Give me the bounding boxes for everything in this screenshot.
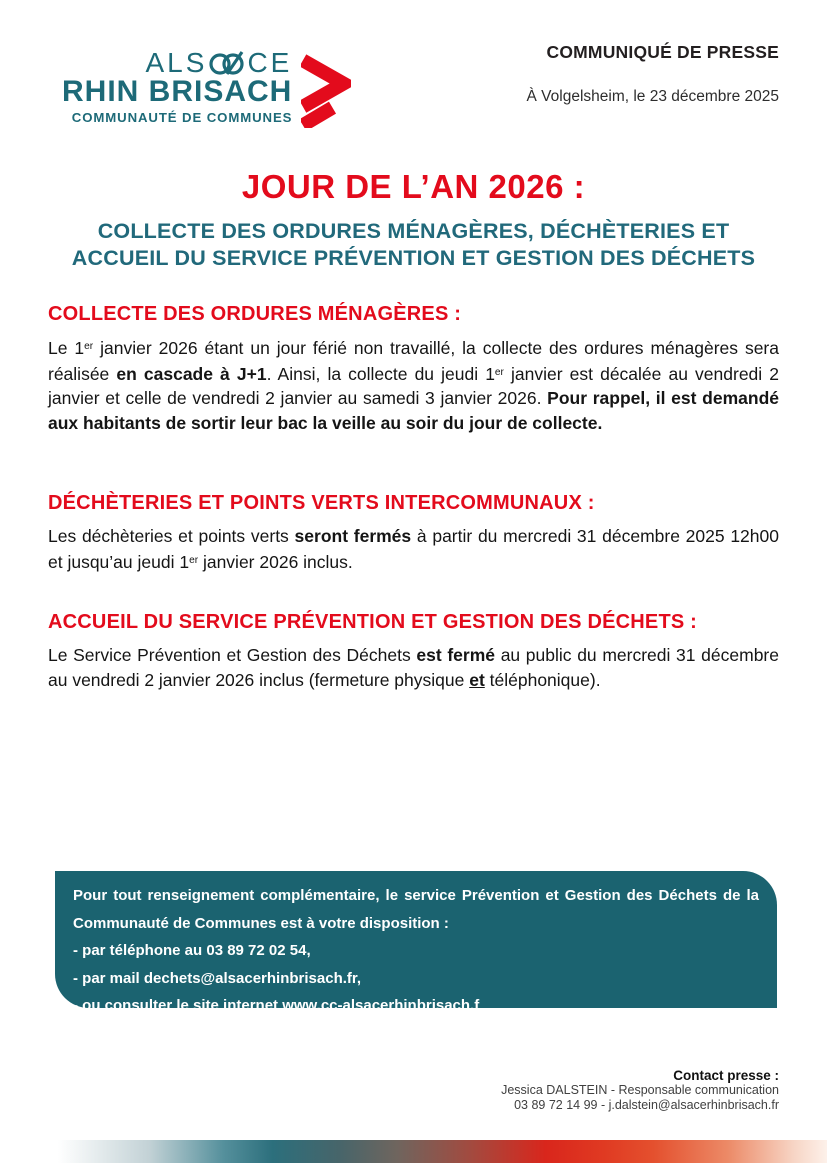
section-paragraph: Le Service Prévention et Gestion des Déchets est fermé au public du mercredi 31 décembre au vendredi 2 janvier 2026 inclus (fermeture physique et téléphonique). bbox=[48, 645, 779, 690]
section-collecte-ordures bbox=[48, 303, 779, 435]
section-accueil-service bbox=[48, 611, 779, 692]
page-subtitle bbox=[30, 218, 797, 272]
info-box-items bbox=[73, 937, 759, 1020]
brand-logo-text bbox=[62, 47, 293, 125]
info-box-item: - ou consulter le site internet www.cc-alsacerhinbrisach.f bbox=[73, 997, 480, 1014]
press-contact-name: Jessica DALSTEIN - Responsable communication bbox=[501, 1083, 779, 1097]
header-right bbox=[527, 42, 779, 106]
section-dechetteries bbox=[48, 492, 779, 574]
brand-alsace bbox=[62, 47, 293, 78]
section-paragraph: Le 1er janvier 2026 étant un jour férié non travaillé, la collecte des ordures ménagères sera réalisée en cascade à J+1. Ainsi, la collecte du jeudi 1er janvier est décalée au vendredi 2 janvier et celle de vendredi 2 janvier au samedi 3 janvier 2026. Pour rappel, il est demandé aux habitants de sortir leur bac la veille au soir du jour de collecte. bbox=[48, 338, 779, 433]
section-paragraph: Les déchèteries et points verts seront fermés à partir du mercredi 31 décembre 2025 12h00 et jusqu’au jeudi 1er janvier 2026 inclus. bbox=[48, 526, 779, 572]
info-box-item: - par téléphone au 03 89 72 02 54, bbox=[73, 942, 311, 959]
page-subtitle-line1: COLLECTE DES ORDURES MÉNAGÈRES, DÉCHÈTERIES ET bbox=[97, 219, 730, 243]
section-heading: ACCUEIL DU SERVICE PRÉVENTION ET GESTION DES DÉCHETS : bbox=[48, 611, 698, 633]
press-contact-label: Contact presse : bbox=[673, 1068, 779, 1083]
info-box-intro: Pour tout renseignement complémentaire, le service Prévention et Gestion des Déchets de la Communauté de Communes est à votre disposition : bbox=[73, 887, 759, 932]
page-subtitle-line2: ACCUEIL DU SERVICE PRÉVENTION ET GESTION DES DÉCHETS bbox=[71, 246, 756, 270]
brand-alsace-pre: ALS bbox=[145, 47, 208, 78]
brand-chevron-icon bbox=[301, 52, 351, 128]
brand-name: RHIN BRISACH bbox=[62, 75, 293, 108]
section-heading: COLLECTE DES ORDURES MÉNAGÈRES : bbox=[48, 303, 462, 325]
section-heading: DÉCHÈTERIES ET POINTS VERTS INTERCOMMUNAUX : bbox=[48, 492, 595, 514]
dateline: À Volgelsheim, le 23 décembre 2025 bbox=[526, 88, 779, 105]
alsace-a-ligature-icon bbox=[208, 50, 246, 76]
brand-alsace-post: CE bbox=[247, 47, 293, 78]
info-box-item: - par mail dechets@alsacerhinbrisach.fr, bbox=[73, 969, 362, 987]
press-contact-phone-email: 03 89 72 14 99 - j.dalstein@alsacerhinbrisach.fr bbox=[514, 1098, 779, 1112]
press-release-label: COMMUNIQUÉ DE PRESSE bbox=[546, 42, 779, 62]
info-box bbox=[55, 871, 777, 1014]
brand-logo bbox=[62, 47, 351, 128]
brand-tagline: COMMUNAUTÉ DE COMMUNES bbox=[71, 110, 293, 125]
footer-gradient-bar bbox=[0, 1140, 827, 1163]
page-title: JOUR DE L’AN 2026 : bbox=[241, 168, 586, 205]
press-contact bbox=[501, 1068, 779, 1113]
